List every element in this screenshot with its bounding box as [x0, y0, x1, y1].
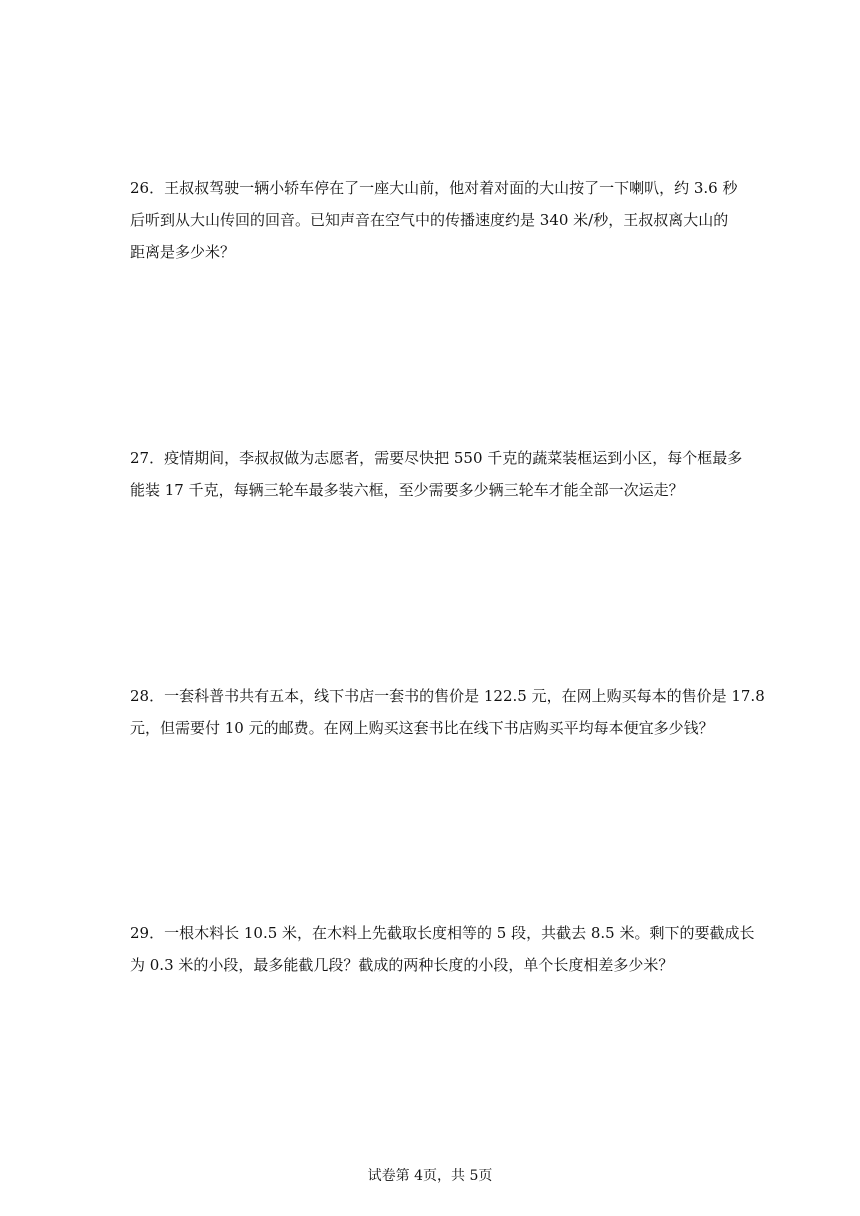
question-line: 距离是多少米？ [130, 243, 236, 261]
question-27 [130, 442, 743, 506]
question-line: 能装 17 千克，每辆三轮车最多装六框，至少需要多少辆三轮车才能全部一次运走？ [130, 481, 684, 499]
question-29 [130, 917, 755, 981]
page-footer: 试卷第 4页，共 5页 [367, 1168, 493, 1184]
question-28 [130, 680, 765, 744]
question-26 [130, 172, 738, 268]
question-line: 28．一套科普书共有五本，线下书店一套书的售价是 122.5 元，在网上购买每本的售价是 17.8 [130, 687, 765, 705]
question-line: 27．疫情期间，李叔叔做为志愿者，需要尽快把 550 千克的蔬菜装框运到小区，每个框最多 [130, 449, 743, 467]
question-line: 后听到从大山传回的回音。已知声音在空气中的传播速度约是 340 米/秒，王叔叔离大山的 [130, 211, 729, 229]
question-line: 29．一根木料长 10.5 米，在木料上先截取长度相等的 5 段，共截去 8.5 米。剩下的要截成长 [130, 924, 755, 942]
question-line: 为 0.3 米的小段，最多能截几段？截成的两种长度的小段，单个长度相差多少米？ [130, 956, 674, 974]
question-line: 元，但需要付 10 元的邮费。在网上购买这套书比在线下书店购买平均每本便宜多少钱？ [130, 719, 714, 737]
question-line: 26．王叔叔驾驶一辆小轿车停在了一座大山前，他对着对面的大山按了一下喇叭，约 3.6 秒 [130, 179, 738, 197]
